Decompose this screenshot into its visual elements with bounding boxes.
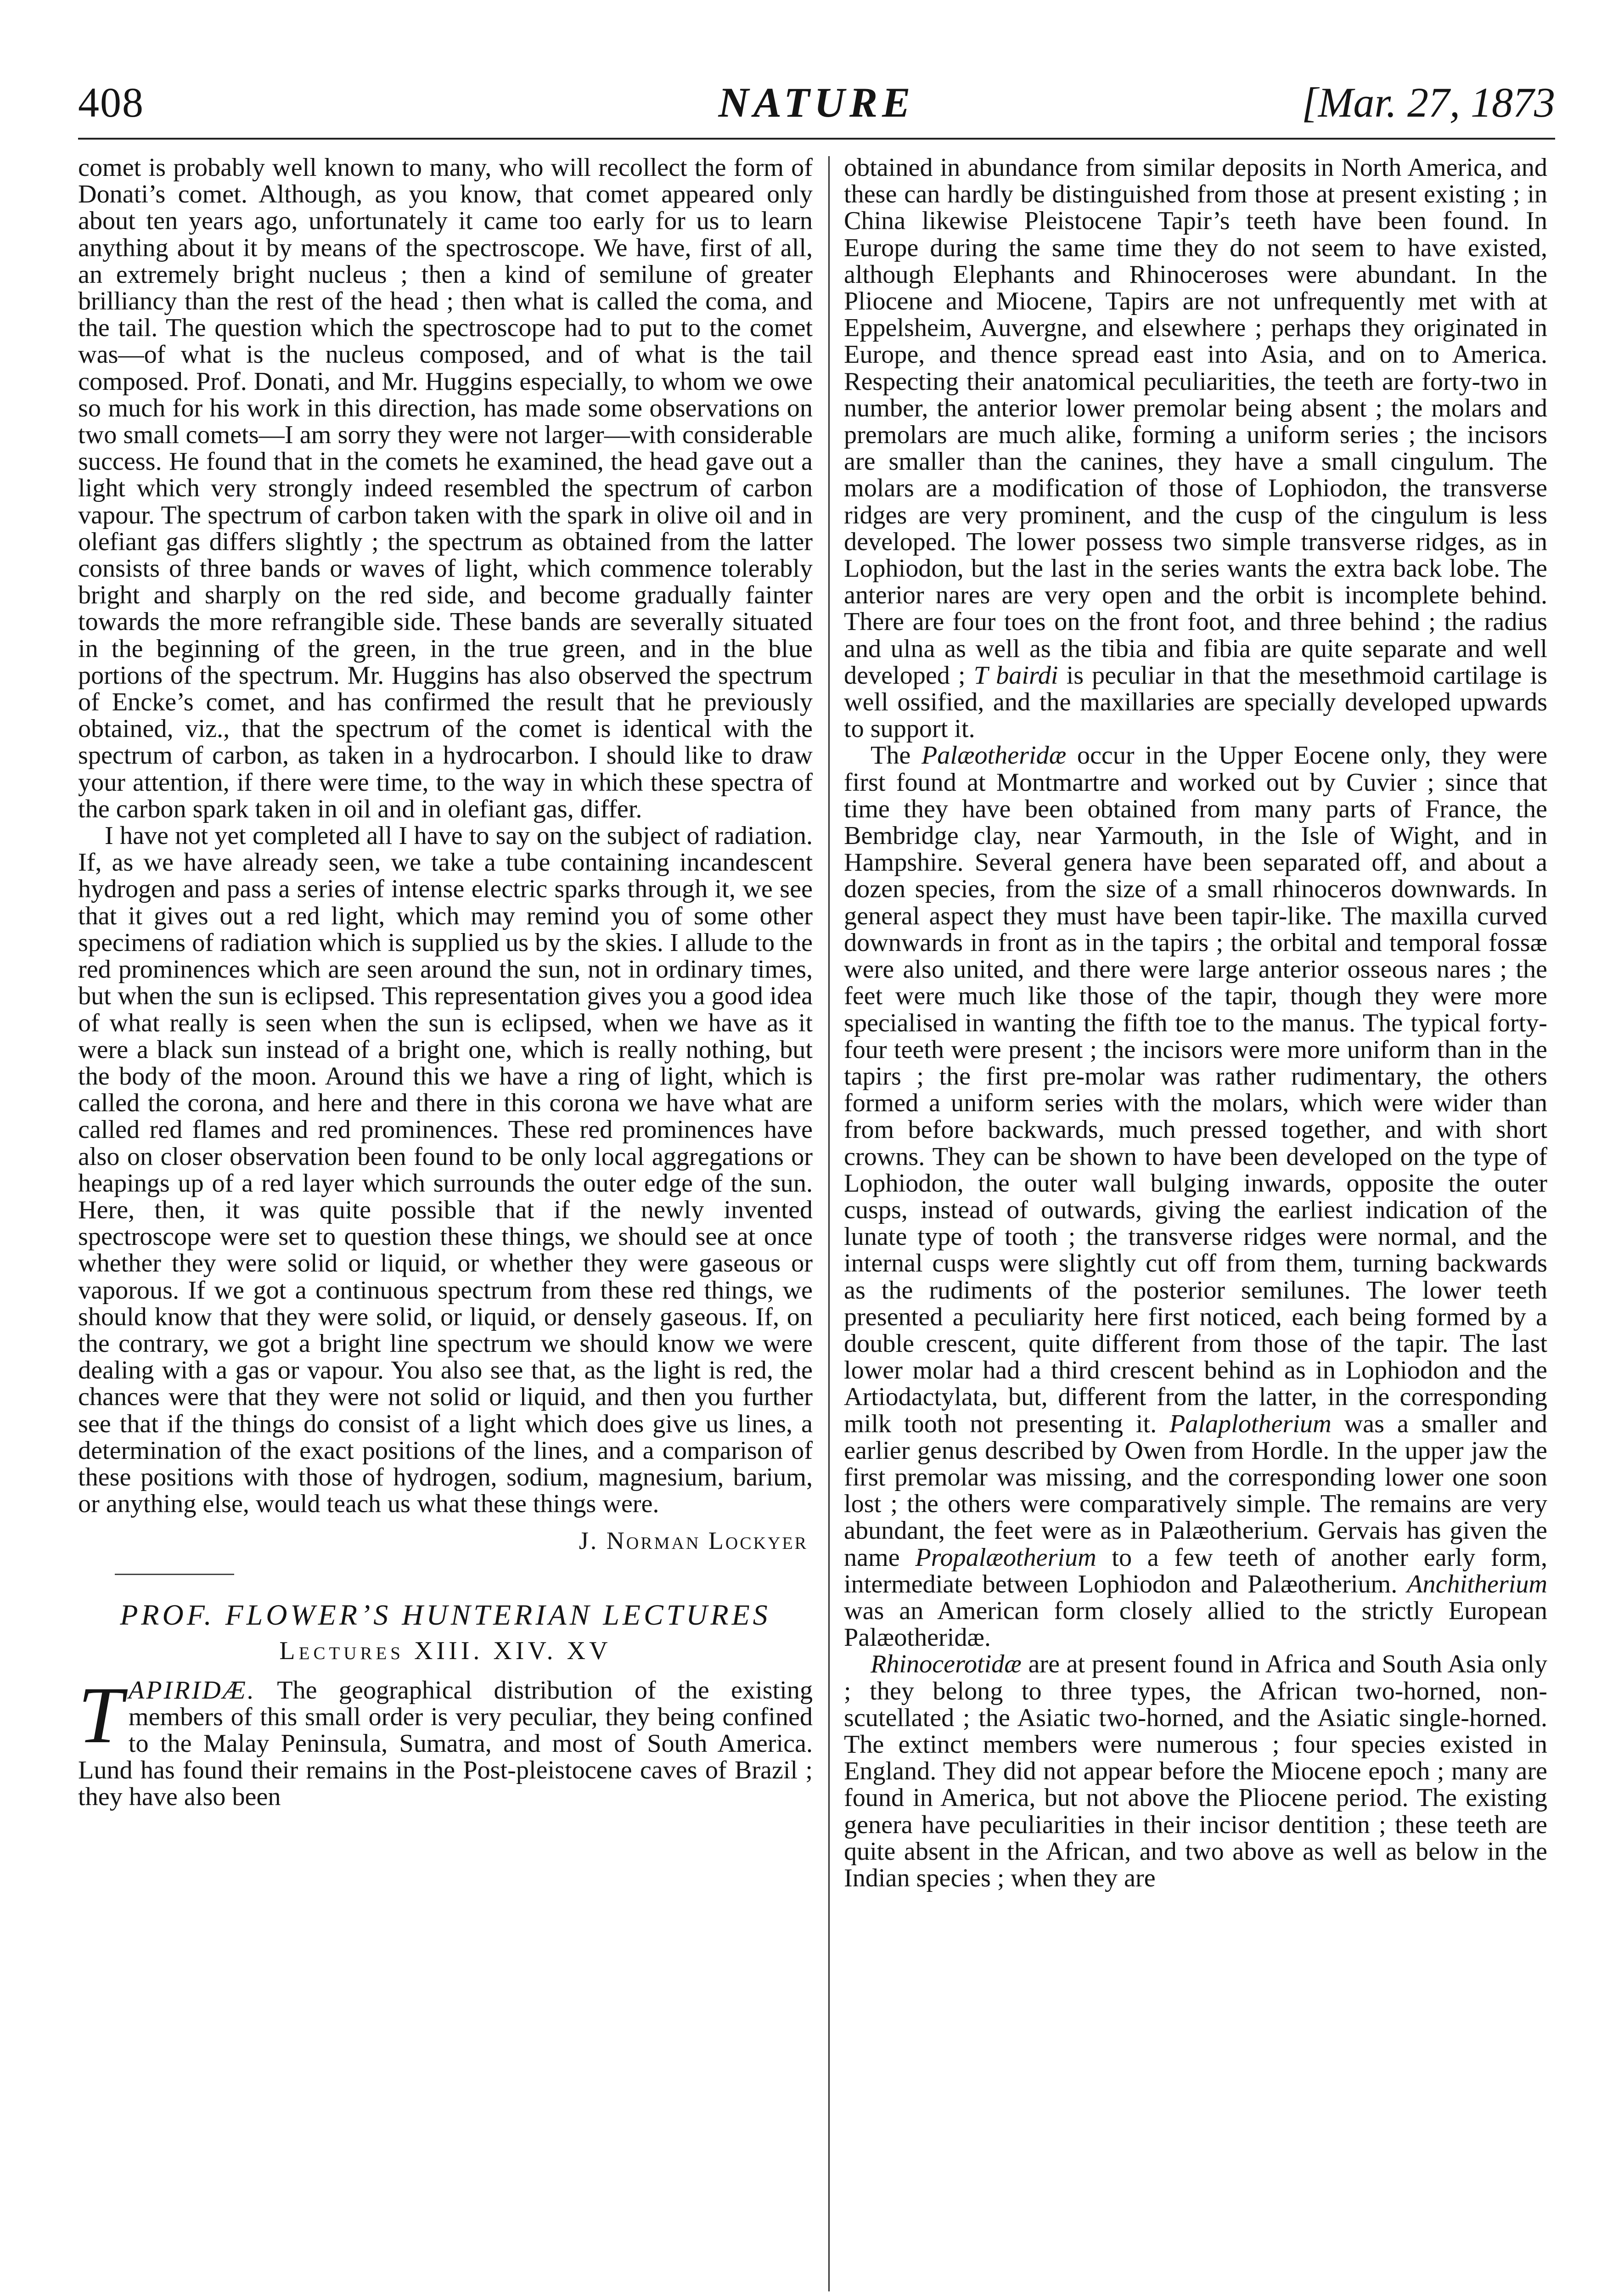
header-rule: [78, 138, 1555, 140]
genus-name-propalaeotherium: Propalæotherium: [915, 1543, 1096, 1572]
genus-name-anchitherium: Anchitherium: [1407, 1570, 1548, 1598]
right-paragraph-2-text: occur in the Upper Eocene only, they were first found at Montmartre and worked out by Cuvier ; since that time they have been obtained from many parts of France, the Bembridge clay, near Yarmouth, in the Isle of Wight, and in Hampshire. Several genera have been separated off, and about a dozen species, from the size of a small rhinoceros downwards. In general aspect they must have been tapir-like. The maxilla curved downwards in front as in the tapirs ; the orbital and temporal fossæ were also united, and there were large anterior osseous nares ; the feet were much like those of the tapir, though they were more specialised in wanting the fifth toe to the manus. The typical forty-four teeth were present ; the incisors were more uniform than in the tapirs ; the first pre-molar was rather rudimentary, the others formed a uniform series with the molars, which were wider than from before backwards, much pressed together, and with short crowns. They can be shown to have been developed on the type of Lophiodon, the outer wall bulging inwards, opposite the outer cusps, instead of outwards, giving the earliest indication of the lunate type of tooth ; the transverse ridges were normal, and the internal cusps were slightly cut off from them, turning backwards as the rudiments of the posterior semilunes. The lower teeth presented a peculiarity here first noticed, each being formed by a double crescent, quite different from those of the tapir. The last lower molar had a third crescent behind as in Lophiodon and the Artiodactylata, but, different from the latter, in the corresponding milk tooth not presenting it.: [844, 741, 1548, 1438]
author-signature: J. Norman Lockyer: [579, 1527, 808, 1555]
run-in-heading: APIRIDÆ.: [128, 1676, 256, 1705]
page-header: [78, 78, 1555, 156]
family-name: Palæotheridæ: [921, 741, 1067, 770]
genus-name-palaplotherium: Palaplotherium: [1169, 1409, 1332, 1438]
issue-date: [Mar. 27, 1873: [1301, 79, 1555, 126]
lecture-opening-text: The geographical distribution of the existing members of this small order is very peculiar, they being confined to the Malay Peninsula, Sumatra, and most of South America. Lund has found their remains in the Post-pleistocene caves of Brazil ; they have also been: [78, 1676, 813, 1812]
right-column: [844, 154, 1547, 1891]
right-paragraph-3: [844, 1651, 1547, 1891]
right-paragraph-1: [844, 154, 1547, 742]
right-paragraph-2-cont2: to a few teeth of another early form, intermediate between Lophiodon and Palæotherium.: [844, 1543, 1547, 1598]
right-paragraph-3-text: are at present found in Africa and South Asia only ; they belong to three types, the African two-horned, non-scutellated ; the Asiatic two-horned, and the Asiatic single-horned. The extinct members were numerous ; four species existed in England. They did not appear before the Miocene epoch ; many are found in America, but not above the Pliocene period. The existing genera have peculiarities in their incisor dentition ; these teeth are quite absent in the African, and two above as well as below in the Indian species ; when they are: [844, 1650, 1548, 1892]
right-paragraph-2-end: was an American form closely allied to the strictly European Palæotheridæ.: [844, 1596, 1547, 1652]
lecture-title: PROF. FLOWER’S HUNTERIAN LECTURES: [120, 1598, 771, 1631]
right-paragraph-2-cont: was a smaller and earlier genus described by Owen from Hordle. In the upper jaw the first premolar was missing, and the corresponding lower one soon lost ; the others were comparatively simple. The remains are very abundant, the feet were as in Palæotherium. Gervais has given the name: [844, 1409, 1548, 1572]
right-paragraph-1-tail: is peculiar in that the mesethmoid cartilage is well ossified, and the maxillaries are specially developed upwards to support it.: [844, 661, 1548, 743]
family-name-rhinocerotidae: Rhinocerotidæ: [871, 1650, 1022, 1679]
right-paragraph-1-text: obtained in abundance from similar deposits in North America, and these can hardly be distinguished from those at present existing ; in China likewise Pleistocene Tapir’s teeth have been found. In Europe during the same time they do not seem to have existed, although Elephants and Rhinoceroses were abundant. In the Pliocene and Miocene, Tapirs are not unfrequently met with at Eppelsheim, Auvergne, and elsewhere ; perhaps they originated in Europe, and thence spread east into Asia, and on to America. Respecting their anatomical peculiarities, the teeth are forty-two in number, the anterior lower premolar being absent ; the molars and premolars are much alike, forming a uniform series ; the incisors are smaller than the canines, they have a small cingulum. The molars are a modification of those of Lophiodon, the transverse ridges are very prominent, and the cusp of the cingulum is less developed. The lower possess two simple transverse ridges, as in Lophiodon, but the last in the series wants the extra back lobe. The anterior nares are very open and the orbit is incomplete behind. There are four toes on the front foot, and three behind ; the radius and ulna as well as the tibia and fibia are quite separate and well developed ;: [844, 153, 1547, 690]
lecture-opening-paragraph: [78, 1670, 813, 1812]
section-separator: [115, 1574, 234, 1575]
column-divider: [828, 156, 830, 2291]
journal-title: NATURE: [718, 79, 915, 126]
left-column: [78, 154, 813, 1811]
left-paragraph-1: comet is probably well known to many, who will recollect the form of Donati’s comet. Although, as you know, that comet appeared only about ten years ago, unfortunately it came too early for us to learn anything about it by means of the spectroscope. We have, first of all, an extremely bright nucleus ; then a kind of semilune of greater brilliancy than the rest of the head ; then what is called the coma, and the tail. The question which the spectroscope had to put to the comet was—of what is the nucleus composed, and of what is the tail composed. Prof. Donati, and Mr. Huggins especially, to whom we owe so much for his work in this direction, has made some observations on two small comets—I am sorry they were not larger—with considerable success. He found that in the comets he examined, the head gave out a light which very strongly indeed resembled the spectrum of carbon vapour. The spectrum of carbon taken with the spark in olive oil and in olefiant gas differs slightly ; the spectrum as obtained from the latter consists of three bands or waves of light, which commence tolerably bright and sharply on the red side, and become gradually fainter towards the more refrangible side. These bands are severally situated in the beginning of the green, in the true green, and in the blue portions of the spectrum. Mr. Huggins has also observed the spectrum of Encke’s comet, and has confirmed the result that he previously obtained, viz., that the spectrum of the comet is identical with the spectrum of carbon, as taken in a hydrocarbon. I should like to draw your attention, if there were time, to the way in which these spectra of the carbon spark taken in oil and in olefiant gas, differ.: [78, 153, 813, 823]
right-paragraph-2: [844, 742, 1547, 1651]
left-paragraph-2: I have not yet completed all I have to say on the subject of radiation. If, as we have already seen, we take a tube containing incandescent hydrogen and pass a series of intense electric sparks through it, we see that it gives out a red light, which may remind you of some other specimens of radiation which is supplied us by the skies. I allude to the red prominences which are seen around the sun, not in ordinary times, but when the sun is eclipsed. This representation gives you a good idea of what really is seen when the sun is eclipsed, when we have as it were a black sun instead of a bright one, which is really nothing, but the body of the moon. Around this we have a ring of light, which is called the corona, and here and there in this corona we have what are called red flames and red prominences. These red prominences have also on closer observation been found to be only local aggregations or heapings up of a red layer which surrounds the outer edge of the sun. Here, then, it was quite possible that if the newly invented spectroscope were set to question these things, we should see at once whether they were solid or liquid, or whether they were gaseous or vaporous. If we got a continuous spectrum from these red things, we should know that they were solid, or liquid, or densely gaseous. If, on the contrary, we got a bright line spectrum we should know we were dealing with a gas or vapour. You also see that, as the light is red, the chances were that they were not solid or liquid, and then you further see that if the things do consist of a light which does give us lines, a determination of the exact positions of the lines, and a comparison of these positions with those of hydrogen, sodium, magnesium, barium, or anything else, would teach us what these things were.: [78, 822, 813, 1519]
species-name: T bairdi: [973, 661, 1058, 690]
drop-cap: T: [78, 1670, 123, 1760]
page-number: 408: [78, 79, 144, 126]
leading-word: The: [871, 741, 911, 770]
lecture-subtitle: Lectures XIII. XIV. XV: [279, 1636, 612, 1665]
